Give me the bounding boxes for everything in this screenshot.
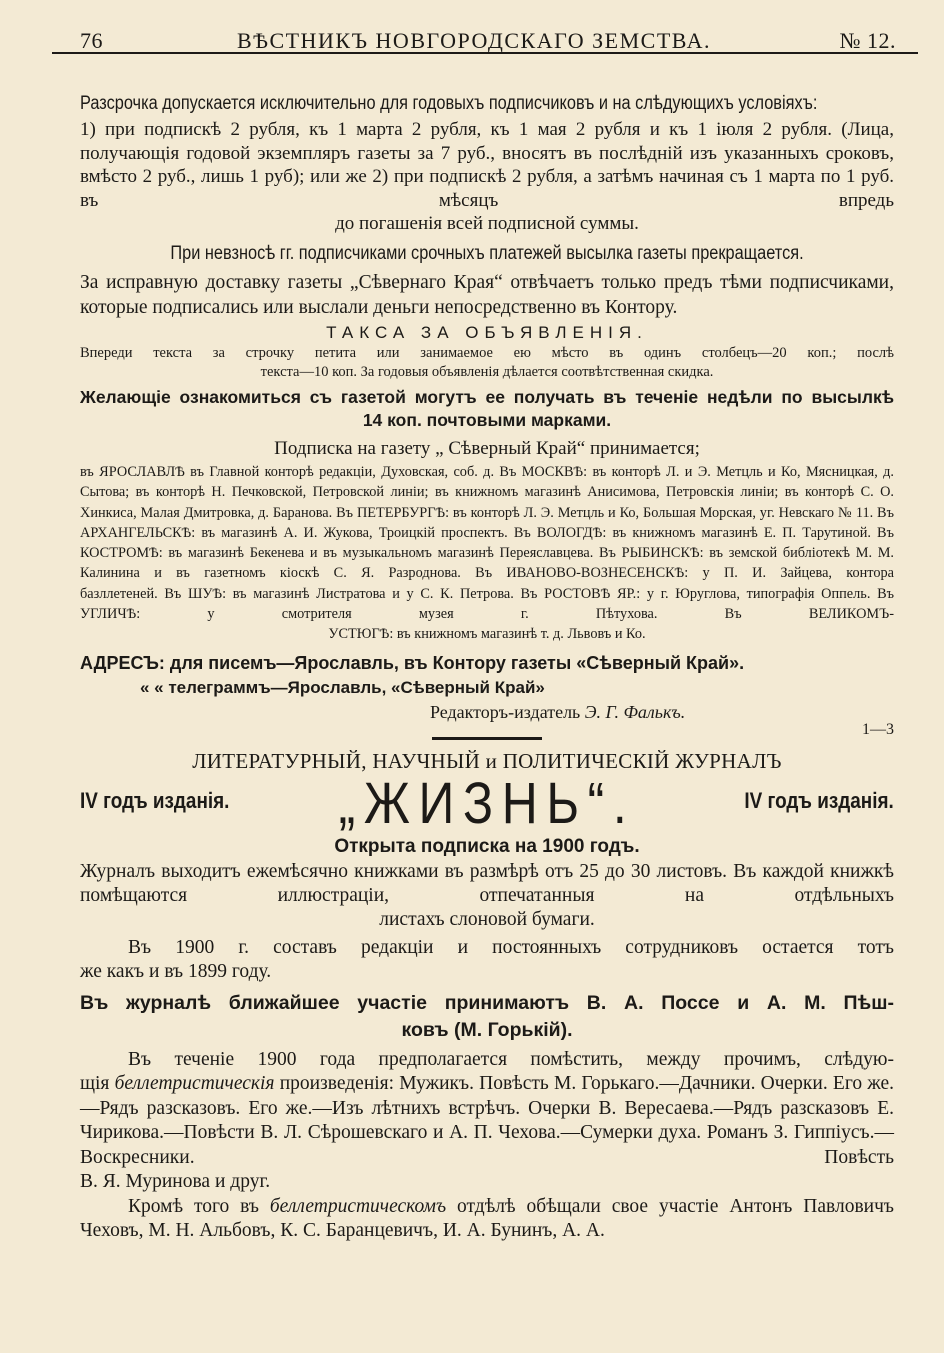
plan-line: Въ теченіе 1900 года предполагается помѣстить, между прочимъ, слѣдую- — [128, 1048, 894, 1070]
address-line: АДРЕСЪ: для писемъ—Ярославль, въ Контору газеты «Сѣверный Край». — [80, 652, 745, 673]
editor-label: Редакторъ-издатель — [430, 701, 581, 722]
page-body — [28, 92, 920, 1244]
address-telegram: « « телеграммъ—Ярославль, «Сѣверный Край» — [140, 677, 545, 697]
page-number: 76 — [80, 28, 103, 53]
ads-text: Впереди текста за строчку петита или занимаемое ею мѣсто въ одинъ столбецъ—20 коп.; послѣ — [80, 345, 894, 361]
ad-counter: 1—3 — [862, 720, 894, 738]
journal-kind: ЛИТЕРАТУРНЫЙ, НАУЧНЫЙ и ПОЛИТИЧЕСКІЙ ЖУРНАЛЪ — [192, 748, 782, 773]
installments-text-last: до погашенія всей подписной суммы. — [335, 213, 639, 234]
accepted-list-last: УСТЮГѢ: въ книжномъ магазинѣ т. д. Львовъ и Ко. — [328, 626, 646, 643]
journal-year-right: IV годъ изданія. — [744, 787, 894, 813]
journal-p1-last: листахъ слоновой бумаги. — [379, 908, 595, 930]
journal-p2: Въ 1900 г. составъ редакціи и постоянныхъ сотрудниковъ остается тотъ — [128, 936, 894, 958]
participation-line-last: ковъ (М. Горькій). — [401, 1018, 573, 1041]
last-lead: Кромѣ того въ — [128, 1195, 259, 1217]
delivery-notice: За исправную доставку газеты „Сѣвернаго Края“ отвѣчаетъ только предъ тѣми подписчиками, которые подписались или выслали деньги непосредственно въ Контору. — [80, 271, 894, 318]
last-body: отдѣлѣ обѣщали свое участіе Антонъ Павловичъ Чеховъ, М. Н. Альбовъ, К. С. Баранцевичъ, И. А. Бунинъ, А. А. — [80, 1195, 894, 1242]
header-rule — [52, 52, 918, 54]
accepted-list-2: базллетеней. Въ ШУѢ: въ магазинѣ Листратова и у С. К. Петрова. Въ РОСТОВѢ ЯР.: у г. Юруглова, типографія Оппель. Въ УГЛИЧѢ: у смотрителя музея г. Пѣтухова. Въ ВЕЛИКОМЪ- — [80, 585, 894, 623]
journal-p1: Журналъ выходитъ ежемѣсячно книжками въ размѣрѣ отъ 25 до 30 листовъ. Въ каждой книжкѣ помѣщаются иллюстраціи, отпечатанныя на отдѣльныхъ — [80, 860, 894, 906]
last-paragraph — [80, 1195, 894, 1244]
journal-p2-last: же какъ и въ 1899 году. — [80, 960, 272, 982]
editor-name: Э. Г. Фалькъ. — [584, 701, 686, 722]
accepted-title: Подписка на газету „ Сѣверный Край“ принимается; — [274, 438, 700, 459]
subscription-open: Открыта подписка на 1900 годъ. — [334, 835, 640, 857]
ads-text-last: текста—10 коп. За годовыя объявленія дѣлается соотвѣтственная скидка. — [260, 364, 714, 380]
plan-last: В. Я. Муринова и друг. — [80, 1171, 271, 1193]
section-divider — [432, 737, 542, 740]
issue-number: № 12. — [839, 28, 896, 53]
last-italic: беллетристическомъ — [269, 1195, 447, 1217]
journal-running-title: ВѢСТНИКЪ НОВГОРОДСКАГО ЗЕМСТВА. — [237, 28, 711, 53]
plan-paragraph — [80, 1072, 894, 1170]
plan-body: произведенія: Мужикъ. Повѣсть М. Горькаго.—Дачники. Очерки. Его же.—Рядъ разсказовъ. Его же.—Изъ лѣтнихъ встрѣчъ. Очерки В. Вересаева.—Рядъ разсказовъ Е. Чирикова.—Повѣсти В. Л. Сѣрошевскаго и А. П. Чехова.—Сумерки духа. Романъ З. Гиппіусъ.—Воскресники. Повѣсть — [80, 1073, 895, 1168]
plan-italic: беллетристическія — [114, 1073, 275, 1095]
nonpayment-notice: При невзносѣ гг. подписчиками срочныхъ платежей высылка газеты прекращается. — [170, 242, 804, 264]
installments-text: 1) при подпискѣ 2 рубля, къ 1 марта 2 рубля, къ 1 мая 2 рубля и къ 1 іюля 2 рубля. (Лица, получающія годовой экземпляръ газеты за 7 руб., вносятъ въ послѣдній изъ указанныхъ сроковъ, вмѣсто 2 руб., лишь 1 руб); или же 2) при подпискѣ 2 рубля, а затѣмъ начиная съ 1 марта по 1 руб. въ мѣсяцъ впредь — [80, 119, 894, 211]
sample-notice: Желающіе ознакомиться съ газетой могутъ ее получать въ теченіе недѣли по высылкѣ — [80, 387, 894, 407]
installments-title: Разсрочка допускается исключительно для годовыхъ подписчиковъ и на слѣдующихъ условіяхъ: — [80, 93, 818, 114]
ads-title: ТАКСА ЗА ОБЪЯВЛЕНІЯ. — [326, 322, 648, 342]
sample-notice-last: 14 коп. почтовыми марками. — [362, 410, 612, 430]
participation-line: Въ журналѣ ближайшее участіе принимаютъ В. А. Поссе и А. М. Пѣш- — [80, 991, 894, 1014]
journal-title-row — [80, 770, 894, 836]
accepted-list: въ ЯРОСЛАВЛѢ въ Главной конторѣ редакціи, Духовская, соб. д. Въ МОСКВѢ: въ конторѣ Л. и Э. Метцль и Ко, Мясницкая, д. Сытова; въ конторѣ Н. Печковской, Петровской линіи; въ книжномъ магазинѣ Анисимова, Петровскія линіи; въ конторѣ С. О. Хинкиса, Малая Дмитровка, д. Баранова. Въ ПЕТЕРБУРГѢ: въ конторѣ Л. Э. Метцль и Ко, Большая Морская, уг. Невскаго № 11. Въ АРХАНГЕЛЬСКѢ: въ магазинѣ А. И. Жукова, Троицкій проспектъ. Въ ВОЛОГДѢ: въ книжномъ магазинѣ Е. П. Тарутиной. Въ КОСТРОМѢ: въ магазинѣ Бекенева и въ музыкальномъ магазинѣ Переяславцева. Въ РЫБИНСКѢ: въ земской библіотекѣ М. М. Калинина и въ газетномъ кіоскѣ С. Я. Разроднова. Въ ИВАНОВО-ВОЗНЕСЕНСКѢ: у П. И. Зайцева, контора — [80, 464, 894, 582]
journal-year-left: IV годъ изданія. — [80, 787, 230, 813]
plan-lead: щія — [80, 1073, 110, 1095]
journal-name: „ЖИЗНЬ“. — [338, 770, 636, 836]
